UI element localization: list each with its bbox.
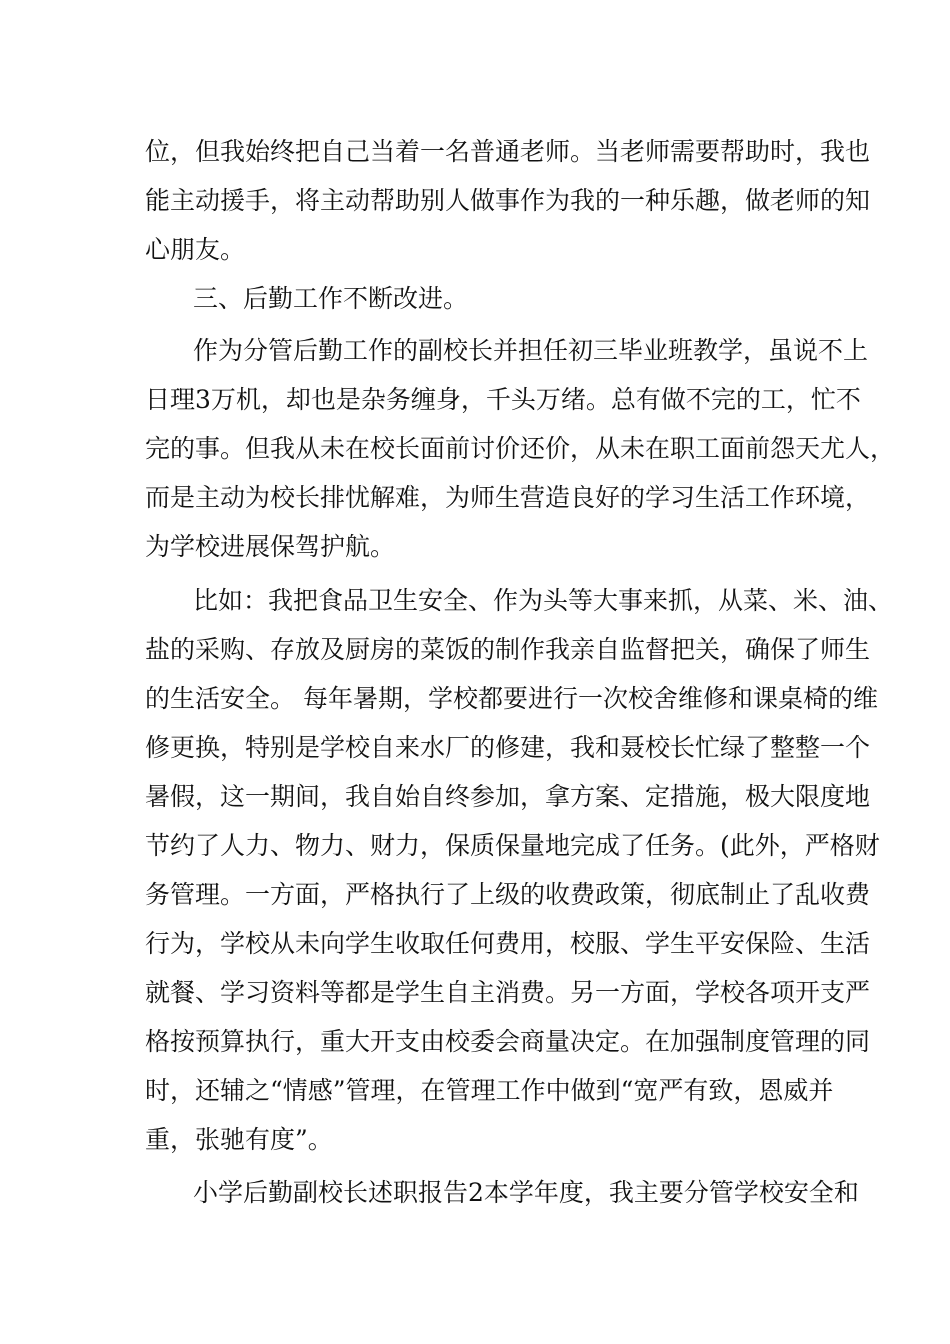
text-line: 位，但我始终把自己当着一名普通老师。当老师需要帮助时，我也	[145, 137, 871, 166]
section-heading: 三、后勤工作不断改进。	[193, 284, 469, 313]
text-line: 的生活安全。 每年暑期，学校都要进行一次校舍维修和课桌椅的维	[145, 684, 878, 713]
text-line: 心朋友。	[145, 235, 246, 264]
text-line: 为学校进展保驾护航。	[145, 532, 396, 561]
text-line: 重，张驰有度”。	[145, 1125, 333, 1154]
text-line: 完的事。但我从未在校长面前讨价还价，从未在职工面前怨天尤人，	[145, 434, 896, 463]
text-line: 能主动援手，将主动帮助别人做事作为我的一种乐趣，做老师的知	[145, 186, 871, 215]
text-line: 时，还辅之“情感”管理，在管理工作中做到“宽严有致，恩威并	[145, 1076, 834, 1105]
text-line: 就餐、学习资料等都是学生自主消费。另一方面，学校各项开支严	[145, 978, 871, 1007]
text-line: 日理3万机，却也是杂务缠身，千头万绪。总有做不完的工，忙不	[145, 385, 861, 414]
text-line: 行为，学校从未向学生收取任何费用，校服、学生平安保险、生活	[145, 929, 871, 958]
text-line: 作为分管后勤工作的副校长并担任初三毕业班教学，虽说不上	[193, 336, 869, 365]
text-line: 务管理。一方面，严格执行了上级的收费政策，彻底制止了乱收费	[145, 880, 871, 909]
text-line: 盐的采购、存放及厨房的菜饭的制作我亲自监督把关，确保了师生	[145, 635, 871, 664]
text-line: 节约了人力、物力、财力，保质保量地完成了任务。(此外，严格财	[145, 831, 880, 860]
text-line: 格按预算执行，重大开支由校委会商量决定。在加强制度管理的同	[145, 1027, 871, 1056]
text-line: 比如：我把食品卫生安全、作为头等大事来抓，从菜、米、油、	[193, 586, 894, 615]
text-line: 暑假，这一期间，我自始自终参加，拿方案、定措施，极大限度地	[145, 782, 871, 811]
text-line: 而是主动为校长排忧解难，为师生营造良好的学习生活工作环境，	[145, 483, 871, 512]
text-line: 修更换，特别是学校自来水厂的修建，我和聂校长忙绿了整整一个	[145, 733, 871, 762]
text-line: 小学后勤副校长述职报告2本学年度，我主要分管学校安全和	[193, 1178, 859, 1207]
